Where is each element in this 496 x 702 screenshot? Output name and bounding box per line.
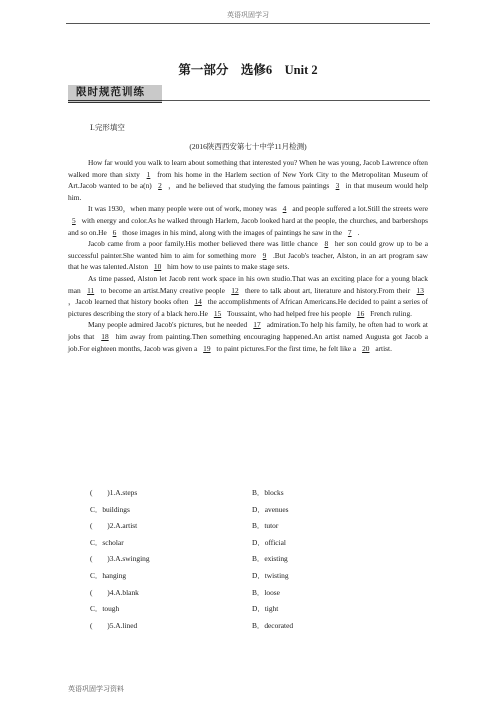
passage-text: those images in his mind, along with the images of paintings he saw in the	[122, 227, 343, 237]
paragraph	[68, 238, 428, 273]
blank-number: 6	[112, 227, 117, 237]
options-list	[90, 487, 410, 636]
blank-number: 5	[72, 215, 76, 225]
option-left: ( )4.A.blank	[90, 587, 139, 597]
blank-number: 3	[335, 181, 340, 191]
banner-rule	[162, 100, 430, 101]
passage-text: Toussaint, who had helped free his people	[226, 308, 352, 318]
paragraph	[68, 157, 428, 203]
passage-text: It was 1930，when many people were out of work, money was	[88, 204, 277, 214]
paragraph	[68, 203, 428, 238]
blank-number: 13	[416, 285, 424, 295]
blank-number: 17	[253, 320, 261, 330]
option-right: D．avenues	[252, 504, 289, 514]
passage-text: with energy and color.As he walked through Harlem, Jacob looked hard at the people, the churches, and barbershops and so on.He	[68, 215, 428, 237]
header-rule	[66, 23, 430, 24]
option-right: B．tutor	[252, 521, 279, 531]
blank-number: 12	[231, 285, 239, 295]
passage-text: to paint pictures.For the first time, he felt like a	[216, 343, 357, 353]
passage-text: to become an artist.Many creative people	[100, 285, 225, 295]
option-right: B．existing	[252, 554, 288, 564]
blank-number: 4	[282, 204, 287, 214]
passage-text: artist.	[375, 343, 392, 353]
option-left: ( )3.A.swinging	[90, 554, 150, 564]
option-left: ( )1.A.steps	[90, 488, 138, 497]
blank-number: 14	[194, 297, 202, 307]
blank-number: 8	[324, 239, 329, 249]
passage-text: Many people admired Jacob's pictures, but he needed	[88, 320, 248, 330]
option-right: B．decorated	[252, 620, 294, 630]
option-row	[90, 553, 410, 570]
option-row	[90, 587, 410, 604]
passage-text: As time passed, Alston let Jacob rent work space in his own studio.That was an exciting place for a young black man	[68, 273, 428, 295]
option-left: ( )5.A.lined	[90, 620, 138, 630]
option-row	[90, 504, 410, 521]
source-line: (2016陕西西安第七十中学11月检测)	[189, 142, 307, 151]
option-row	[90, 603, 410, 620]
passage-text: Jacob came from a poor family.His mother believed there was little chance	[88, 239, 318, 249]
option-row	[90, 570, 410, 587]
blank-number: 10	[153, 262, 162, 272]
option-left: C．hanging	[90, 570, 127, 580]
passage-text: in that museum would help him.	[68, 181, 429, 202]
option-right: B．loose	[252, 587, 280, 597]
passage-text: ，and he believed that studying the famous paintings	[168, 181, 330, 191]
paragraph	[68, 319, 428, 354]
blank-number: 20	[362, 343, 370, 353]
page-footer: 英语巩固学习资料	[68, 685, 124, 693]
blank-number: 1	[146, 169, 151, 179]
option-row	[90, 520, 410, 537]
option-row	[90, 620, 410, 637]
section-banner	[68, 85, 162, 103]
option-left: C．scholar	[90, 537, 124, 547]
page-title: 第一部分 选修6 Unit 2	[178, 63, 318, 77]
blank-number: 7	[347, 227, 352, 237]
option-left: C．tough	[90, 604, 120, 614]
passage-text: him away from painting.Then something encouraging happened.An artist named Augusta got Jacob a job.For eighteen months, Jacob was given a	[68, 331, 428, 353]
passage-text: her son could grow up to be a successful painter.She wanted him to aim for something more	[68, 239, 428, 260]
section-banner-label: 限时规范训练	[76, 87, 145, 98]
passage-text: from his home in the Harlem section of New York City to the Metropolitan Museum of Art.Jacob wanted to be a(n)	[68, 169, 428, 191]
passage-text: .But Jacob's teacher, Alston, in an art program saw that he was talented.Alston	[68, 250, 428, 272]
option-row	[90, 537, 410, 554]
section-heading: Ⅰ.完形填空	[90, 123, 125, 132]
blank-number: 19	[203, 343, 211, 353]
blank-number: 11	[87, 285, 95, 295]
page-header: 英语巩固学习	[227, 11, 269, 19]
blank-number: 18	[101, 331, 109, 341]
passage-text: ，Jacob learned that history books often	[68, 297, 189, 307]
blank-number: 15	[213, 308, 222, 318]
option-left: ( )2.A.artist	[90, 521, 138, 531]
passage-text: French ruling.	[370, 308, 412, 318]
option-right: B．blocks	[252, 488, 284, 497]
option-right: D．official	[252, 537, 286, 547]
option-row	[90, 487, 410, 504]
option-right: D．tight	[252, 604, 279, 614]
passage-text: him how to use paints to make stage sets.	[167, 262, 290, 272]
option-right: D．twisting	[252, 570, 289, 580]
passage-text: there to talk about art, literature and history.From their	[245, 285, 411, 295]
blank-number: 2	[158, 181, 162, 191]
cloze-passage	[68, 157, 428, 354]
passage-text: admiration.To help his family, he often had to work at jobs that	[68, 320, 428, 341]
blank-number: 16	[356, 308, 365, 318]
paragraph	[68, 273, 428, 319]
option-left: C．buildings	[90, 504, 130, 514]
passage-text: the accomplishments of African Americans.He decided to paint a series of pictures describing the story of a black hero.He	[68, 297, 428, 318]
passage-text: and people suffered a lot.Still the streets were	[292, 204, 429, 214]
passage-text: .	[357, 227, 360, 237]
blank-number: 9	[262, 250, 267, 260]
passage-text: How far would you walk to learn about something that interested you? When he was young, Jacob Lawrence often walked more than sixty	[68, 158, 428, 179]
